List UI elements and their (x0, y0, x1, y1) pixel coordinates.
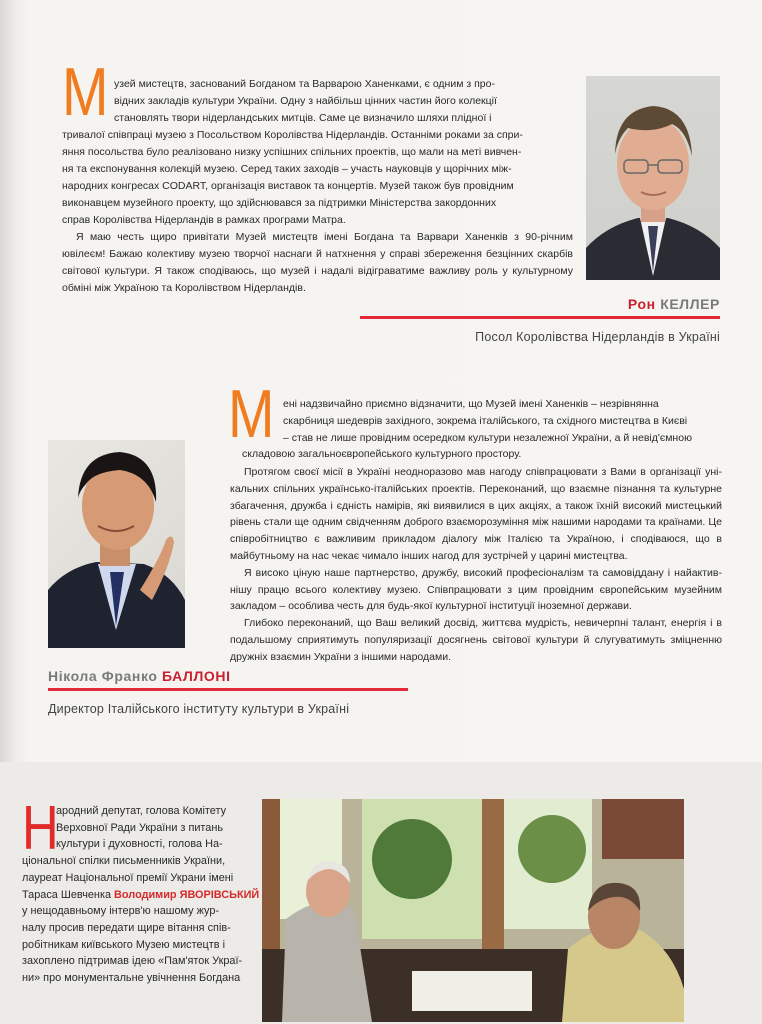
text-line: у нещодавньому інтерв'ю нашому жур- (22, 905, 220, 918)
text-line: ціональної спілки письменників України, (22, 855, 226, 868)
text-line: налу просив передати щире вітання спів- (22, 921, 231, 934)
paragraph: Протягом своєї місії в Україні неодноразово мав нагоду співпрацювати з Вами в організації уні-кальних спільних українсько-італійських проектів. Переконаний, що взаємне пізнання та культурне збагачення, дружба і єдність намірів, які виявилися в цих акціях, а також їхній високий мистецький рівень стали ще одним свідченням доброго взаєморозуміння між нашими народами та країнами. Це співробітництво є важливим прикладом діалогу між Італією та Україною, і сподіваюся, що в майбутньому на нас чекає чимало інших нагод для зустрічей у царині мистецтва. (230, 466, 722, 562)
text-line: справ Королівства Нідерландів в рамках програми Матра. (62, 214, 346, 226)
name-underline (360, 316, 720, 319)
first-name: Рон (627, 296, 656, 312)
yavorivsky-text (22, 803, 260, 987)
text-line: відних закладів культури України. Одну з найбільш цінних частин його колекції (114, 95, 497, 107)
text-line: ені надзвичайно приємно відзначити, що Музей імені Ханенків – незрівнянна (283, 398, 659, 410)
balloni-letter-text (230, 396, 722, 463)
dropcap-letter: Н (22, 794, 59, 863)
keller-portrait (586, 76, 720, 280)
interview-photo (262, 799, 684, 1022)
first-name: Нікола Франко (48, 668, 158, 684)
dropcap-letter: М (228, 376, 275, 452)
last-name: БАЛЛОНІ (162, 668, 231, 684)
keller-letter-text (62, 76, 573, 297)
text-line: ародний депутат, голова Комітету (56, 805, 227, 817)
text-line: скарбниця шедеврів західного, зокрема італійського, та східного мистецтва в Києві (283, 414, 688, 427)
text-line: ня та експонування колекцій музею. Серед таких заходів – участь науковців у щорічних між- (62, 163, 512, 175)
keller-role: Посол Королівства Нідерландів в Україні (475, 330, 720, 344)
text-line: ни» про монументальне увічнення Богдана (22, 972, 241, 985)
text-line: яння посольства було реалізовано низку успішних спільних проектів, що мали на меті вивчен- (62, 146, 522, 158)
balloni-name (48, 668, 231, 684)
highlighted-name: Володимир ЯВОРІВСЬКИЙ (114, 888, 260, 901)
portrait-illustration (586, 76, 720, 280)
balloni-portrait (48, 440, 185, 648)
paragraph: Я маю честь щиро привітати Музей мистецтв імені Богдана та Варвари Ханенків з 90-річним ювілеєм! Бажаю колективу музею творчої наснаги й натхнення у справі збереження безцінних скарбів світової культури. Я також сподіваюсь, що музей і надалі відіграватиме важливу роль у культурному обміні між Україною та Королівством Нідерландів. (62, 231, 573, 294)
paragraph: Глибоко переконаний, що Ваш великий досвід, життєва мудрість, невичерпні талант, енергія і в подальшому сприятимуть популяризації досягнень світової культури й слугуватимуть зміцненню дружніх взаємин України з іншими народами. (230, 617, 722, 663)
text-line: захоплено підтримав ідею «Пам'яток Украї- (22, 955, 243, 968)
text-line: лауреат Національної премії Украни імені (22, 871, 234, 884)
text-line: робітникам київського Музею мистецтв і (22, 938, 226, 951)
dropcap-letter: М (62, 54, 109, 130)
balloni-role: Директор Італійського інституту культури в Україні (48, 702, 350, 716)
last-name: КЕЛЛЕР (660, 296, 720, 312)
text-span: Тараса Шевченка (22, 888, 112, 901)
text-line (22, 887, 260, 904)
text-line: народних конгресах CODART, організація виставок та концертів. Музей також був провідним (62, 180, 514, 192)
text-line: культури і духовності, голова На- (56, 838, 223, 851)
keller-name (586, 296, 720, 312)
balloni-letter-body (230, 464, 722, 666)
text-line: становлять твори нідерландських митців. Саме це визначило шляхи плідної і (114, 112, 492, 124)
portrait-illustration (48, 440, 185, 648)
text-line: узей мистецтв, заснований Богданом та Варварою Ханенками, є одним з про- (114, 78, 495, 90)
name-underline (48, 688, 408, 691)
text-line: виконавцем музейного проекту, що здійснювався за підтримки Міністерства закордонних (62, 197, 497, 209)
text-line: Верховної Ради України з питань (56, 821, 224, 834)
text-line: – став не лише провідним осередком культури незалежної України, а й невід'ємною (283, 431, 692, 444)
text-line: тривалої співпраці музею з Посольством Королівства Нідерландів. Останніми роками за спри- (62, 129, 523, 141)
paragraph: Я високо ціную наше партнерство, дружбу, високий професіоналізм та самовіддану і найактив-нішу працю всього колективу музею. Співпрацювати з цим провідним європейським музейним закладом – особлива честь для будь-якої культурної інституції іноземної держави. (230, 566, 722, 613)
text-line: складовою загальноєвропейського культурного простору. (242, 448, 522, 461)
interview-scene (262, 799, 684, 1022)
